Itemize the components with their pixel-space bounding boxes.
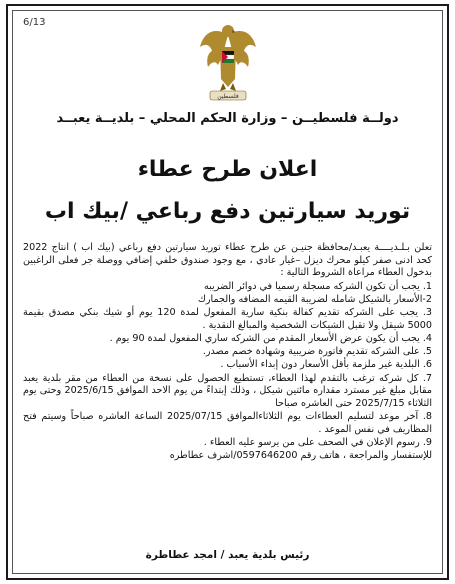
condition-6: 6. البلدية غير ملزمة بأقل الأسعار دون إبداء الأسباب .	[220, 359, 432, 371]
title-main: اعلان طرح عطاء	[137, 157, 318, 182]
condition-7: 7. كل شركه ترغب بالتقدم لهذا العطاء، تستطيع الحصول على نسخة من العطاء من مقر بلدية يعبد مقابل مبلغ غير مسترد مقداره مائتين شيكل ، وذلك إبتداءً من يوم الاحد الموافق 2025/6/15 وحتى يوم الثلاثاء 2025/7/15 حتى العاشره صباحا	[23, 372, 432, 409]
header-line: دولــة فلسطيــن – وزارة الحكم المحلي – بلديــة يعبــد	[56, 111, 399, 126]
emblem-caption: فلسطين	[216, 93, 239, 100]
reference-number: 6/13	[23, 17, 46, 28]
title-sub: توريد سيارتين دفع رباعي /بيك اب	[44, 199, 411, 224]
condition-2: 2-الأسعار بالشيكل شامله لضريبة القيمه المضافه والجمارك	[198, 293, 432, 305]
condition-4: 4. يجب أن يكون عرض الأسعار المقدم من الشركه ساري المفعول لمدة 90 يوم .	[109, 332, 432, 344]
condition-9: 9. رسوم الإعلان في الصحف على من يرسو عليه العطاء .	[203, 437, 432, 449]
condition-5: 5. على الشركه تقديم فاتورة ضريبية وشهادة خصم مصدر.	[202, 346, 432, 358]
announcement-body	[23, 242, 432, 463]
palestine-eagle-emblem-icon	[198, 17, 258, 109]
contact-line: للإستفسار والمراجعة ، هاتف رقم 0597646200/اشرف عطاطره	[169, 450, 432, 462]
announcement-page	[6, 4, 449, 580]
condition-3: 3. يجب على الشركه تقديم كفالة بنكية سارية المفعول لمدة 120 يوم أو شيك بنكي مصدق بقيمة 5000 شيقل ولا تقبل الشيكات الشخصية والمبالغ النقدية .	[23, 307, 432, 331]
condition-1: 1. يجب أن تكون الشركه مسجلة رسميا في دوائر الضريبه	[204, 280, 432, 292]
condition-8: 8. آخر موعد لتسليم العطاءات يوم الثلاثاءالموافق 2025/07/15 الساعة العاشره صباحاً وسيتم فتح المظاريف في نفس الموعد .	[23, 411, 432, 435]
signature-line: رئيس بلدية يعبد / امجد عطاطرة	[145, 549, 310, 561]
intro-paragraph: تعلن بـلـديــــة يعبـد/محافظة جنيـن عن طرح عطاء توريد سيارتين دفع رباعي (بيك اب ) انتاج 2022 كحد ادنى صفر كيلو محرك ديزل –غيار عادي ، مع وجود صندوق خلفي إضافي ووصلة جر فعلى الراغبين بدخول العطاء مراعاة الشروط التالية :	[23, 242, 432, 279]
inner-border	[12, 10, 443, 574]
